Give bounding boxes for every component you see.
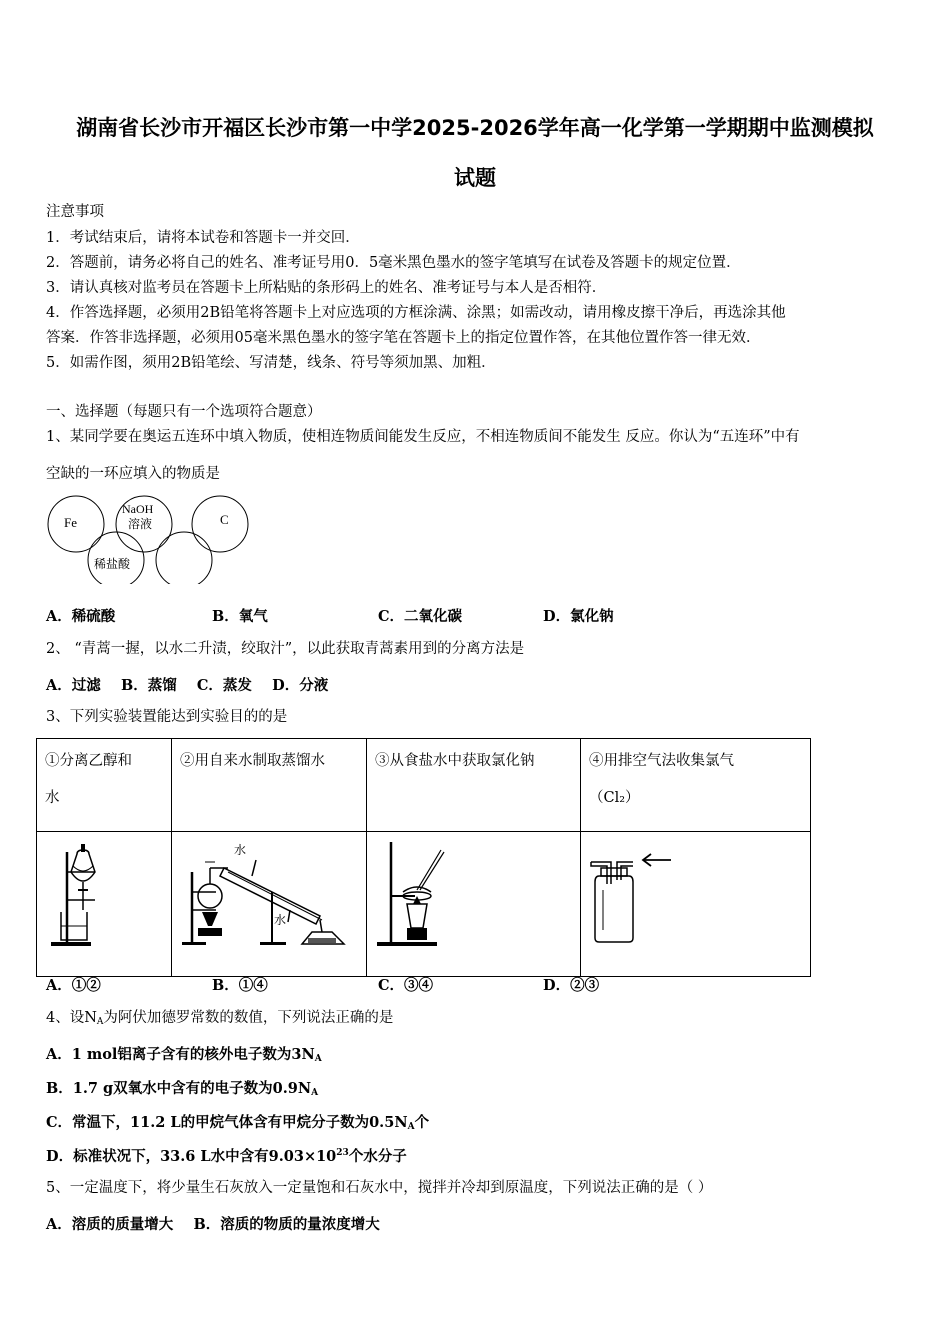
- water-inlet-label: 水: [234, 843, 247, 857]
- caption-text-cont: （Cl₂）: [589, 790, 640, 806]
- notice-item-3: 3．请认真核对监考员在答题卡上所粘贴的条形码上的姓名、准考证号与本人是否相符．: [46, 280, 607, 296]
- subscript: A: [96, 1017, 104, 1027]
- option-text: B．1.7 g双氧水中含有的电子数为0.9N: [46, 1080, 312, 1097]
- evaporation-apparatus-icon: [367, 832, 580, 976]
- q1-stem-cont: 空缺的一环应填入的物质是: [46, 466, 220, 482]
- notice-item-1: 1．考试结束后，请将本试卷和答题卡一并交回．: [46, 230, 360, 246]
- apparatus-table: [36, 738, 811, 977]
- q4-option-c: [46, 1111, 429, 1132]
- subscript: A: [407, 1122, 415, 1132]
- separatory-funnel-icon: [37, 832, 171, 976]
- olympic-rings-diagram: [44, 494, 259, 584]
- option-text: A．1 mol铝离子含有的核外电子数为3N: [46, 1046, 315, 1063]
- superscript: 23: [336, 1148, 349, 1158]
- q3-option-d: D．②③: [543, 977, 600, 994]
- ring-label-fe: Fe: [64, 515, 77, 530]
- notice-item-4: 4．作答选择题，必须用2B铅笔将答题卡上对应选项的方框涂满、涂黑；如需改动，请用橡皮擦干净后，再选涂其他: [46, 305, 786, 321]
- caption-text: ①分离乙醇和: [45, 753, 132, 769]
- exam-title: 湖南省长沙市开福区长沙市第一中学2025-2026学年高一化学第一学期期中监测模拟: [76, 116, 874, 140]
- q1-option-a: A．稀硫酸: [46, 608, 116, 625]
- apparatus-1-caption: [37, 739, 172, 832]
- ring-label-naoh: NaOH: [122, 502, 154, 516]
- notice-heading: 注意事项: [46, 204, 104, 220]
- apparatus-4-image: [581, 832, 811, 977]
- distillation-apparatus-icon: [172, 832, 366, 976]
- q1-option-c: C．二氧化碳: [378, 608, 463, 625]
- notice-item-5: 5．如需作图，须用2B铅笔绘、写清楚，线条、符号等须加黑、加粗．: [46, 355, 496, 371]
- q1-stem: 1、某同学要在奥运五连环中填入物质，使相连物质间能发生反应，不相连物质间不能发生 反应。你认为“五连环”中有: [46, 429, 800, 445]
- exam-title-continued: 试题: [454, 166, 496, 190]
- q4-option-b: [46, 1077, 318, 1098]
- ring-label-c: C: [220, 512, 229, 527]
- caption-text: ③从食盐水中获取氯化钠: [375, 753, 535, 769]
- option-text: D．标准状况下，33.6 L水中含有9.03×10: [46, 1148, 337, 1165]
- apparatus-2-caption: [172, 739, 367, 832]
- q5-stem: 5、一定温度下，将少量生石灰放入一定量饱和石灰水中，搅拌并冷却到原温度，下列说法正确的是（ ）: [46, 1180, 713, 1196]
- notice-item-4-cont: 答案．作答非选择题，必须用05毫米黑色墨水的签字笔在答题卡上的指定位置作答，在其他位置作答一律无效．: [46, 330, 761, 346]
- ring-label-hcl: 稀盐酸: [94, 557, 131, 571]
- option-text: 个: [414, 1114, 430, 1131]
- apparatus-3-image: [367, 832, 581, 977]
- q4-stem: [46, 1009, 393, 1031]
- ring-c: [156, 532, 212, 584]
- q5-options: A．溶质的质量增大 B．溶质的物质的量浓度增大: [46, 1216, 380, 1233]
- subscript: A: [311, 1088, 319, 1098]
- gas-collection-bottle-icon: [581, 832, 810, 976]
- caption-text-cont: 水: [45, 790, 60, 806]
- q1-option-d: D．氯化钠: [543, 608, 614, 625]
- apparatus-2-image: [172, 832, 367, 977]
- q2-stem: 2、 “青蒿一握，以水二升渍，绞取汁”，以此获取青蒿素用到的分离方法是: [46, 641, 525, 657]
- option-text: 个水分子: [348, 1148, 407, 1165]
- q3-option-c: C．③④: [378, 977, 434, 994]
- q3-option-b: B．①④: [212, 977, 268, 994]
- subscript: A: [314, 1054, 322, 1064]
- notice-item-2: 2．答题前，请务必将自己的姓名、准考证号用0．5毫米黑色墨水的签字笔填写在试卷及答题卡的规定位置．: [46, 255, 741, 271]
- q1-option-b: B．氧气: [212, 608, 268, 625]
- apparatus-3-caption: [367, 739, 581, 832]
- caption-text: ②用自来水制取蒸馏水: [180, 753, 325, 769]
- q4-stem-part: 4、设N: [46, 1010, 97, 1026]
- water-outlet-label: 水: [274, 913, 287, 927]
- q4-option-d: [46, 1145, 407, 1166]
- q2-options: A．过滤 B．蒸馏 C．蒸发 D．分液: [46, 677, 329, 694]
- q3-option-a: A．①②: [46, 977, 101, 994]
- q3-stem: 3、下列实验装置能达到实验目的的是: [46, 709, 288, 725]
- q4-stem-part: 为阿伏加德罗常数的数值，下列说法正确的是: [103, 1010, 394, 1026]
- q4-option-a: [46, 1043, 322, 1064]
- section-heading: 一、选择题（每题只有一个选项符合题意）: [46, 404, 322, 420]
- apparatus-4-caption: [581, 739, 811, 832]
- caption-text: ④用排空气法收集氯气: [589, 753, 734, 769]
- option-text: C．常温下，11.2 L的甲烷气体含有甲烷分子数为0.5N: [46, 1114, 408, 1131]
- ring-label-naoh-solution: 溶液: [128, 517, 153, 531]
- apparatus-1-image: [37, 832, 172, 977]
